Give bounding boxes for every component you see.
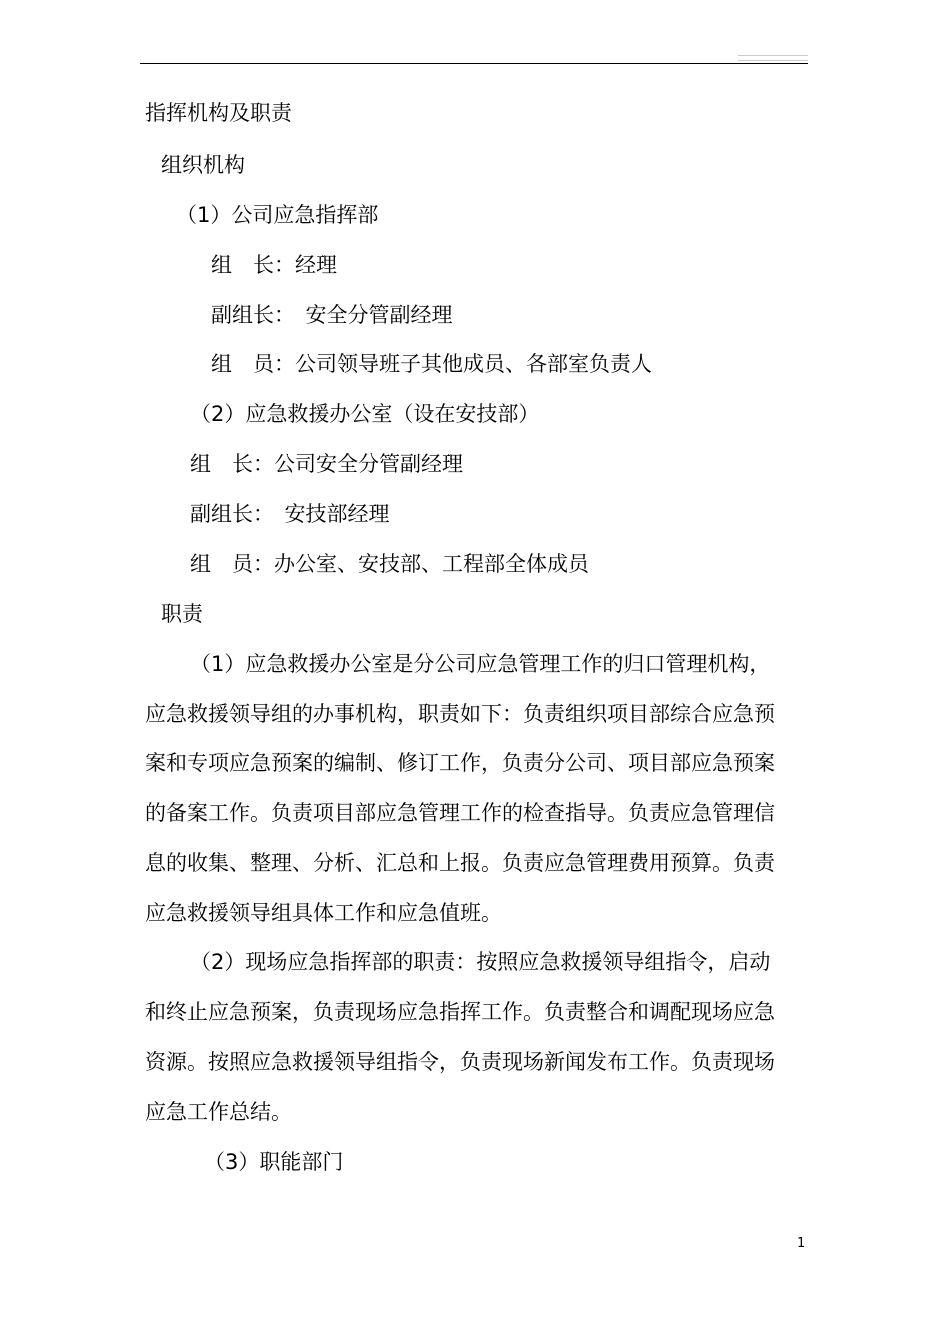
paragraph-line: 应急救援领导组具体工作和应急值班。 — [145, 901, 502, 925]
header-rule — [140, 63, 808, 64]
list-item: 副组长： 安全分管副经理 — [211, 303, 453, 327]
subsection-title: 职责 — [161, 602, 203, 626]
paragraph-line: 资源。按照应急救援领导组指令，负责现场新闻发布工作。负责现场 — [145, 1050, 775, 1074]
list-item: 组 长：公司安全分管副经理 — [190, 452, 463, 476]
list-item: 组 员：公司领导班子其他成员、各部室负责人 — [211, 352, 652, 376]
list-item: （3）职能部门 — [204, 1150, 344, 1174]
paragraph-line: 的备案工作。负责项目部应急管理工作的检查指导。负责应急管理信 — [145, 801, 775, 825]
page-number: 1 — [797, 1236, 806, 1251]
paragraph-line: 案和专项应急预案的编制、修订工作，负责分公司、项目部应急预案 — [145, 751, 775, 775]
list-item: （2）应急救援办公室（设在安技部） — [190, 402, 540, 426]
subsection-title: 组织机构 — [161, 153, 245, 177]
paragraph-line: （2）现场应急指挥部的职责：按照应急救援领导组指令，启动 — [190, 950, 771, 974]
header-mark — [738, 55, 808, 61]
paragraph-line: 息的收集、整理、分析、汇总和上报。负责应急管理费用预算。负责 — [145, 851, 775, 875]
paragraph-line: 和终止应急预案，负责现场应急指挥工作。负责整合和调配现场应急 — [145, 1000, 775, 1024]
paragraph-line: 应急工作总结。 — [145, 1100, 292, 1124]
list-item: 组 员：办公室、安技部、工程部全体成员 — [190, 552, 589, 576]
list-item: 组 长：经理 — [211, 253, 337, 277]
list-item: 副组长： 安技部经理 — [190, 502, 390, 526]
section-title: 指挥机构及职责 — [145, 101, 292, 125]
paragraph-line: 应急救援领导组的办事机构，职责如下：负责组织项目部综合应急预 — [145, 702, 775, 726]
paragraph-line: （1）应急救援办公室是分公司应急管理工作的归口管理机构， — [190, 652, 771, 676]
list-item: （1）公司应急指挥部 — [176, 203, 379, 227]
